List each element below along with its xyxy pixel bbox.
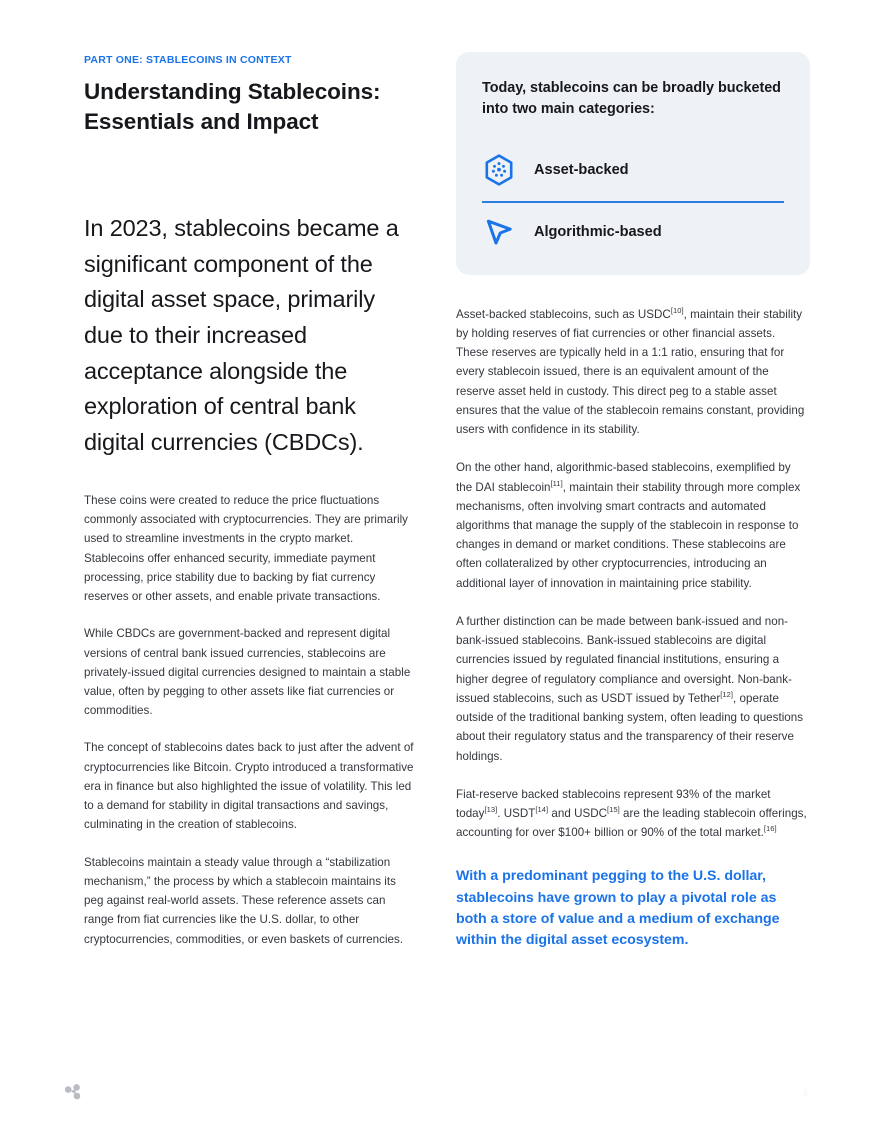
right-body-paragraphs — [456, 305, 810, 843]
right-column — [456, 52, 810, 952]
left-body-paragraphs — [84, 491, 416, 949]
paragraph-text: and USDC — [548, 807, 608, 821]
paragraph-text: Fiat-reserve backed stablecoins represent 93% of the market today — [456, 787, 771, 821]
categories-card — [456, 52, 810, 275]
body-paragraph: The concept of stablecoins dates back to just after the advent of cryptocurrencies like Bitcoin. Crypto introduced a transformative era in finance but also highlighted the issue of volatility. This led to a demand for stability in digital transactions and savings, culminating in the creation of stablecoins. — [84, 741, 414, 832]
paragraph-text: are the leading stablecoin offerings, accounting for over $100+ billion or 90% of the total market. — [456, 807, 807, 840]
lede-paragraph: In 2023, stablecoins became a significant component of the digital asset space, primarily due to their increased acceptance alongside the exploration of central bank digital currencies (CBDCs). — [84, 214, 399, 456]
body-paragraph: While CBDCs are government-backed and represent digital versions of central bank issued currencies, stablecoins are privately-issued digital currencies designed to maintain a stable value, often by pegging to other assets like fiat currencies or commodities. — [84, 627, 411, 718]
section-eyebrow: PART ONE: STABLECOINS IN CONTEXT — [84, 54, 292, 66]
paragraph-text: . USDT — [497, 807, 536, 821]
paragraph-text: A further distinction can be made between bank-issued and non-bank-issued stablecoins. Bank-issued stablecoins are digital currencies issued by regulated financial institutions, ensuring a higher degree of regulatory compliance and oversight. Non-bank-issued stablecoins, such as USDT issued by Tether — [456, 614, 792, 705]
body-paragraph: These coins were created to reduce the price fluctuations commonly associated with cryptocurrencies. They are primarily used to streamline investments in the crypto market. Stablecoins offer enhanced security, immediate payment processing, price stability due to backing by fiat currency reserves or other assets, and enable private transactions. — [84, 493, 409, 604]
page-number: 4 — [801, 1088, 808, 1100]
ripple-logo-mark-icon — [62, 1082, 84, 1104]
paragraph-text: , maintain their stability by holding reserves of fiat currencies or other financial assets. These reserves are typically held in a 1:1 ratio, ensuring that for every stablecoin issued, there is an equivalent amount of the reserve asset held in custody. This direct peg to a stable asset ensures that the value of the stablecoin remains constant, providing users with confidence in its stability. — [456, 307, 805, 437]
category-label: Asset-backed — [534, 161, 629, 178]
body-paragraph — [456, 612, 810, 766]
pullquote: With a predominant pegging to the U.S. dollar, stablecoins have grown to play a pivotal role as both a store of value and a medium of exchange within the digital asset ecosystem. — [456, 868, 780, 949]
footnote-reference: [13] — [484, 805, 498, 815]
category-item-algorithmic-based — [482, 203, 784, 251]
footnote-reference: [14] — [535, 805, 549, 815]
paragraph-text: On the other hand, algorithmic-based stablecoins, exemplified by the DAI stablecoin — [456, 461, 791, 494]
left-column — [84, 54, 416, 949]
body-paragraph — [456, 458, 810, 593]
body-paragraph — [456, 305, 810, 440]
body-paragraph — [456, 785, 810, 843]
footnote-reference: [12] — [720, 689, 734, 699]
hexagon-dots-icon — [482, 153, 516, 187]
category-item-asset-backed — [482, 147, 784, 203]
footnote-reference: [16] — [763, 824, 777, 834]
navigation-arrow-icon — [482, 215, 516, 249]
paragraph-text: , operate outside of the traditional banking system, often leading to questions about their regulatory status and the transparency of their reserve holdings. — [456, 691, 804, 763]
body-paragraph: Stablecoins maintain a steady value through a “stabilization mechanism,” the process by which a stablecoin maintains its peg against real-world assets. These reference assets can range from fiat currencies like the U.S. dollar, to other cryptocurrencies, commodities, or even baskets of currencies. — [84, 855, 404, 946]
page-title: Understanding Stablecoins: Essentials and Impact — [84, 78, 381, 134]
footnote-reference: [15] — [607, 805, 620, 815]
categories-card-title: Today, stablecoins can be broadly bucketed into two main categories: — [482, 80, 781, 118]
paragraph-text: Asset-backed stablecoins, such as USDC — [456, 307, 671, 321]
paragraph-text: , maintain their stability through more complex mechanisms, often involving smart contracts and automated algorithms that manage the supply of the stablecoin in response to changes in demand or market conditions. These stablecoins are often collateralized by other cryptocurrencies, introducing an additional layer of innovation in maintaining price stability. — [456, 480, 801, 590]
footnote-reference: [10] — [670, 305, 684, 315]
footnote-reference: [11] — [550, 478, 563, 488]
category-label: Algorithmic-based — [534, 223, 662, 240]
